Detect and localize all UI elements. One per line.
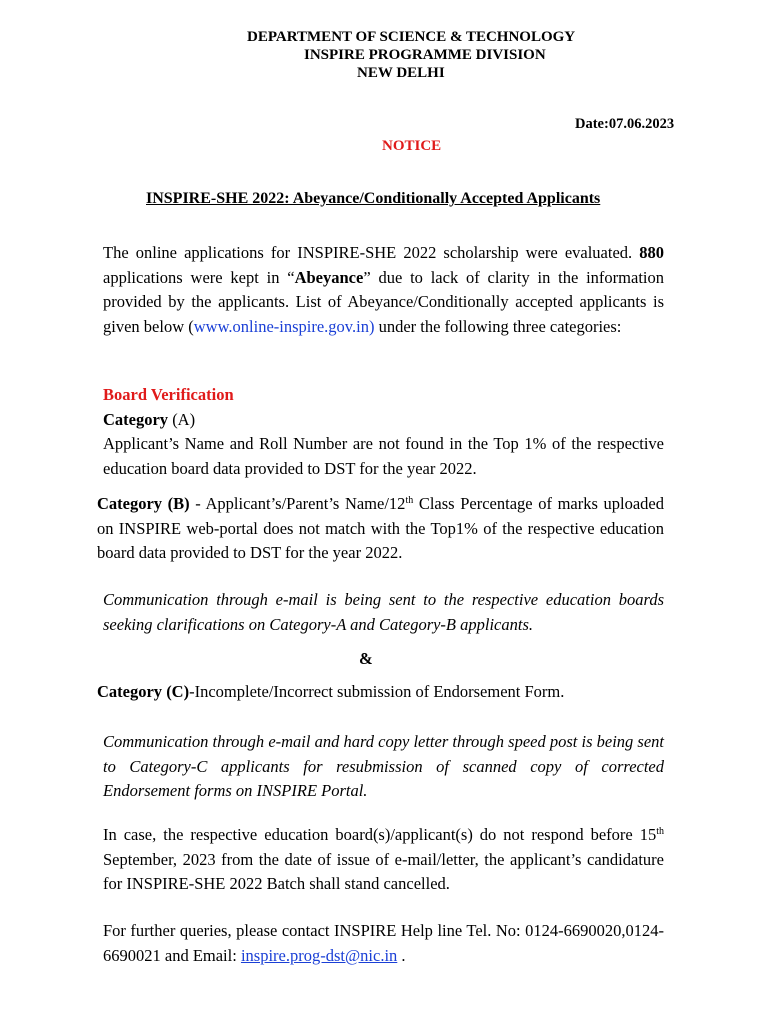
category-c-text: -Incomplete/Incorrect submission of Endorsement Form.	[189, 682, 565, 701]
deadline-paragraph	[103, 823, 664, 897]
category-b-text-2: Class Percentage of marks uploaded on INSPIRE web-portal does not match with the Top1% of the respective education board data provided to DST for the year 2022.	[97, 494, 664, 562]
category-a-label: Category	[103, 410, 169, 429]
ampersand: &	[359, 649, 373, 668]
communication-c: Communication through e-mail and hard copy letter through speed post is being sent to Category-C applicants for resubmission of scanned copy of corrected Endorsement forms on INSPIRE Portal.	[103, 732, 664, 800]
contact-email-link[interactable]: inspire.prog-dst@nic.in	[240, 945, 398, 965]
location: NEW DELHI	[357, 65, 445, 81]
category-c-code: (C)	[162, 682, 190, 701]
board-verification-heading: Board Verification	[103, 385, 234, 404]
queries-tail: .	[397, 945, 406, 965]
intro-text-4: under the following three categories:	[374, 316, 622, 336]
category-a-text: Applicant’s Name and Roll Number are not found in the Top 1% of the respective education board data provided to DST for the year 2022.	[103, 434, 664, 478]
queries-paragraph	[103, 919, 664, 968]
dept-name: DEPARTMENT OF SCIENCE & TECHNOLOGY	[247, 29, 576, 45]
notice-title: INSPIRE-SHE 2022: Abeyance/Conditionally Accepted Applicants	[146, 190, 601, 207]
intro-paragraph	[103, 241, 664, 339]
category-c-paragraph	[97, 680, 564, 705]
notice-date: Date:07.06.2023	[575, 116, 675, 132]
intro-text-2: applications were kept in “	[103, 267, 295, 287]
portal-url[interactable]: www.online-inspire.gov.in)	[193, 316, 375, 336]
abeyance-count: 880	[639, 243, 664, 262]
abeyance-term: Abeyance	[294, 267, 364, 287]
category-c-label: Category	[97, 682, 163, 701]
category-b-paragraph	[97, 492, 664, 566]
deadline-sup: th	[656, 826, 664, 837]
notice-label: NOTICE	[382, 138, 442, 154]
division-name: INSPIRE PROGRAMME DIVISION	[304, 47, 546, 63]
communication-ab: Communication through e-mail is being sent to the respective education boards seeking clarifications on Category-A and Category-B applicants.	[103, 590, 664, 634]
intro-text-1: The online applications for INSPIRE-SHE 2022 scholarship were evaluated.	[103, 243, 633, 262]
category-b-code: (B)	[162, 494, 190, 513]
intro-text-3: ” due to lack of clarity in the information provided by the applicants. List of Abeyance/Conditionally accepted applicants is given below (	[103, 267, 664, 336]
category-b-label: Category	[97, 494, 163, 513]
queries-text: For further queries, please contact INSPIRE Help line Tel. No: 0124-6690020,0124-6690021 and Email:	[103, 921, 664, 965]
category-b-text-1: - Applicant’s/Parent’s Name/12	[189, 494, 406, 513]
category-a-code: (A)	[168, 410, 196, 429]
deadline-text-1: In case, the respective education board(s)/applicant(s) do not respond before 15	[103, 825, 657, 844]
category-b-sup: th	[405, 495, 414, 506]
deadline-text-2: September, 2023 from the date of issue of e-mail/letter, the applicant’s candidature for INSPIRE-SHE 2022 Batch shall stand cancelled.	[103, 849, 664, 893]
category-a-heading	[103, 408, 195, 433]
